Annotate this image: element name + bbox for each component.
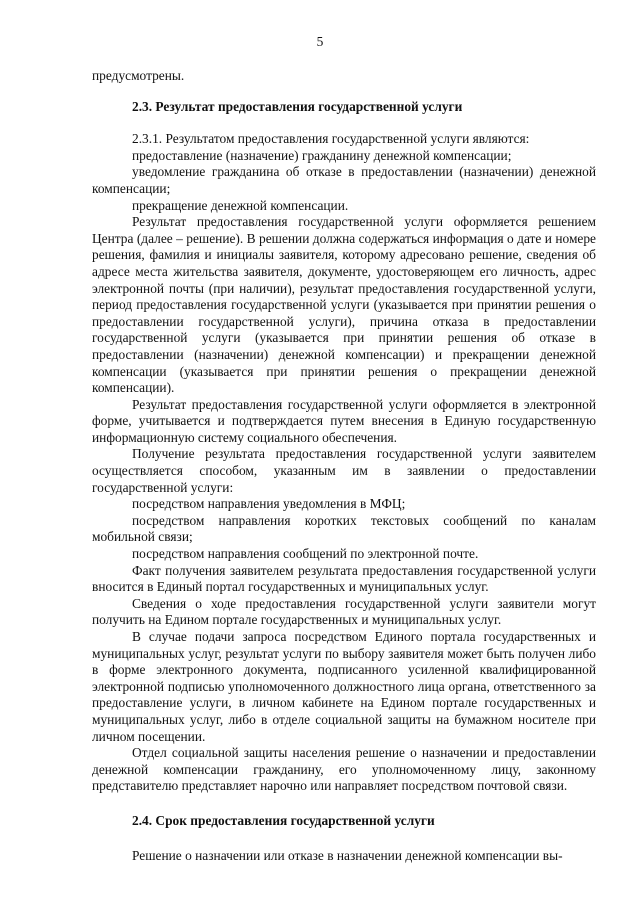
paragraph-portal-request: В случае подачи запроса посредством Единого портала государственных и муниципальных услуг, результат услуги по выбору заявителя может быть получен либо в форме электронного документа, подписанного усиленной квалифицированной электронной подписью уполномоченного должностного лица органа, ответственного за предоставление услуги, в личном кабинете на Едином портале государственных и муниципальных услуг, либо в отделе социальной защиты на бумажном носителе при личном посещении. — [92, 629, 596, 744]
list-item-method-sms: посредством направления коротких текстовых сообщений по каналам мобильной связи; — [92, 512, 596, 545]
list-item-result-1: предоставление (назначение) гражданину денежной компенсации; — [132, 147, 512, 163]
list-item-result-2: уведомление гражданина об отказе в предоставлении (назначении) денежной компенсации; — [92, 164, 596, 196]
list-item-method-email: посредством направления сообщений по электронной почте. — [132, 546, 479, 562]
paragraph-decision-content: Результат предоставления государственной услуги оформляется решением Центра (далее – решение). В решении должна содержаться информация о дате и номере решения, фамилия и инициалы заявителя, которому адресовано решение, сведения об адресе места жительства заявителя, документе, удостоверяющем его личность, адрес электронной почты (при наличии), результат предоставления государственной услуги, период предоставления государственной услуги (указывается при принятии решения о предоставлении государственной услуги), причина отказа в предоставлении государственной услуги (указывается при принятии решения об отказе в предоставлении (назначении) денежной компенсации) и прекращении денежной компенсации (указывается при принятии решения о прекращении денежной компенсации). — [92, 214, 596, 396]
section-heading-2-4: 2.4. Срок предоставления государственной услуги — [132, 812, 435, 828]
paragraph-electronic-form: Результат предоставления государственной услуги оформляется в электронной форме, учитывается и подтверждается путем внесения в Единую государственную информационную систему социального обеспечения. — [92, 396, 596, 445]
paragraph-continuation: предусмотрены. — [92, 68, 185, 83]
paragraph-2-3-1: 2.3.1. Результатом предоставления государственной услуги являются: — [132, 131, 530, 147]
paragraph-progress-info: Сведения о ходе предоставления государственной услуги заявители могут получить на Едином портале государственных и муниципальных услуг. — [92, 595, 596, 628]
paragraph-2-4-start: Решение о назначении или отказе в назначении денежной компенсации вы- — [132, 847, 563, 863]
paragraph-social-department: Отдел социальной защиты населения решение о назначении и предоставлении денежной компенсации гражданину, его уполномоченному лицу, законному представителю представляет нарочно или направляет посредством почтовой связи. — [92, 745, 596, 794]
list-item-method-mfc: посредством направления уведомления в МФЦ; — [132, 496, 406, 512]
page-number: 5 — [316, 34, 324, 49]
section-heading-2-3: 2.3. Результат предоставления государственной услуги — [132, 98, 463, 114]
paragraph-fact-of-receipt: Факт получения заявителем результата предоставления государственной услуги вносится в Единый портал государственных и муниципальных услуг. — [92, 562, 596, 595]
list-item-result-3: прекращение денежной компенсации. — [132, 197, 349, 213]
paragraph-receipt-methods: Получение результата предоставления государственной услуги заявителем осуществляется способом, указанным им в заявлении о предоставлении государственной услуги: — [92, 446, 596, 495]
document-body — [92, 68, 596, 864]
